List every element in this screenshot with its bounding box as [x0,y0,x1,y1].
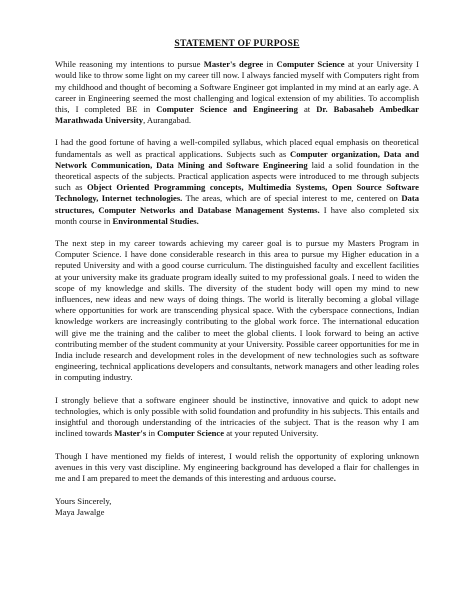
text-run: , Aurangabad. [143,115,192,126]
text-run: laid a solid foundation in the theoretical aspects of the subjects. Practical application aspects were introduced to me through subjects such as [55,159,419,193]
closing-salutation: Yours Sincerely, [55,496,112,507]
signature-name: Maya Jawalge [55,507,105,518]
bold-text-run: Dr. Babasaheb Ambedkar Marathwada University [55,104,419,126]
paragraph-career-goals [55,238,419,384]
bold-text-run: Computer Science and Engineering [156,104,298,115]
paragraph-beliefs [55,395,419,440]
document-title: STATEMENT OF PURPOSE [174,38,300,49]
bold-text-run: Master's degree [203,59,264,70]
bold-text-run: Environmental Studies. [112,215,199,226]
text-run: I have also completed six month course in [55,204,419,226]
text-run: The areas, which are of special interest to me, centered on [182,193,402,204]
text-run: I strongly believe that a software engineer should be instinctive, innovative and quick to adopt new technologies, which is only possible with solid foundation and profundity in his subjects. This entails and insightful and thorough understanding of the intricacies of the subject. That is the reason why I am inclined towards [55,394,419,439]
text-run: I had the good fortune of having a well-compiled syllabus, which placed equal emphasis on theoretical fundamentals as well as practical applications. Subjects such as [55,137,419,159]
bold-text-run: Object Oriented Programming concepts, Multimedia Systems, Open Source Software Technology, Internet technologies. [55,182,419,204]
bold-text-run: Data structures, Computer Networks and Database Management Systems. [55,193,419,215]
bold-text-run: Computer Science [276,59,345,70]
text-run: in [146,428,158,439]
text-run: While reasoning my intentions to pursue [55,59,204,70]
text-run: Though I have mentioned my fields of interest, I would relish the opportunity of exploring unknown avenues in this very vast discipline. My engineering background has developed a flair for challenges in me and I am prepared to meet the demands of this interesting and arduous course [55,450,419,483]
bold-text-run: Computer organization, Data and Network Communication, Data Mining and Software Engineering [55,148,420,170]
bold-text-run: Master's [114,428,147,439]
closing-block [55,496,419,518]
text-run: in [263,59,277,70]
paragraph-syllabus [55,137,419,227]
text-run: at [297,104,317,115]
text-run: at your University I would like to throw some light on my career till now. I always fancied myself with Computers right from my childhood and thought of becoming a Software Engineer got implanted in my mind at an early age. A career in Engineering seemed the most challenging and logical extension of my abilities. To accomplish this, I completed BE in [55,59,419,115]
bold-text-run: . [333,472,336,483]
paragraph-conclusion [55,451,419,485]
text-run: The next step in my career towards achieving my career goal is to pursue my Masters Program in Computer Science. I have done considerable research in this area to pursue my Higher education in a reputed University and with a good course curriculum. The distinguished faculty and excellent facilities at your university make its graduate program ideally suited to my professional goals. I need to widen the scope of my knowledge and skills. The diversity of the student body will open my mind to new influences, new ideas and new ways of doing things. The world is literally becoming a global village where opportunities for work are transcending physical space. With the cyberspace connections, Indian knowledge workers are increasingly contributing to the global work force. The international education will give me the training and the caliber to meet the global clients. I look forward to being an active contributing member of the student community at your University. Possible career opportunities for me in India include research and development roles in the development of new technologies such as software engineering, technical applications developers and consultants, network managers and other leading roles in computing industry. [55,238,419,383]
text-run: at your reputed University. [224,428,319,439]
paragraph-intro [55,59,419,126]
bold-text-run: Computer Science [157,428,225,439]
